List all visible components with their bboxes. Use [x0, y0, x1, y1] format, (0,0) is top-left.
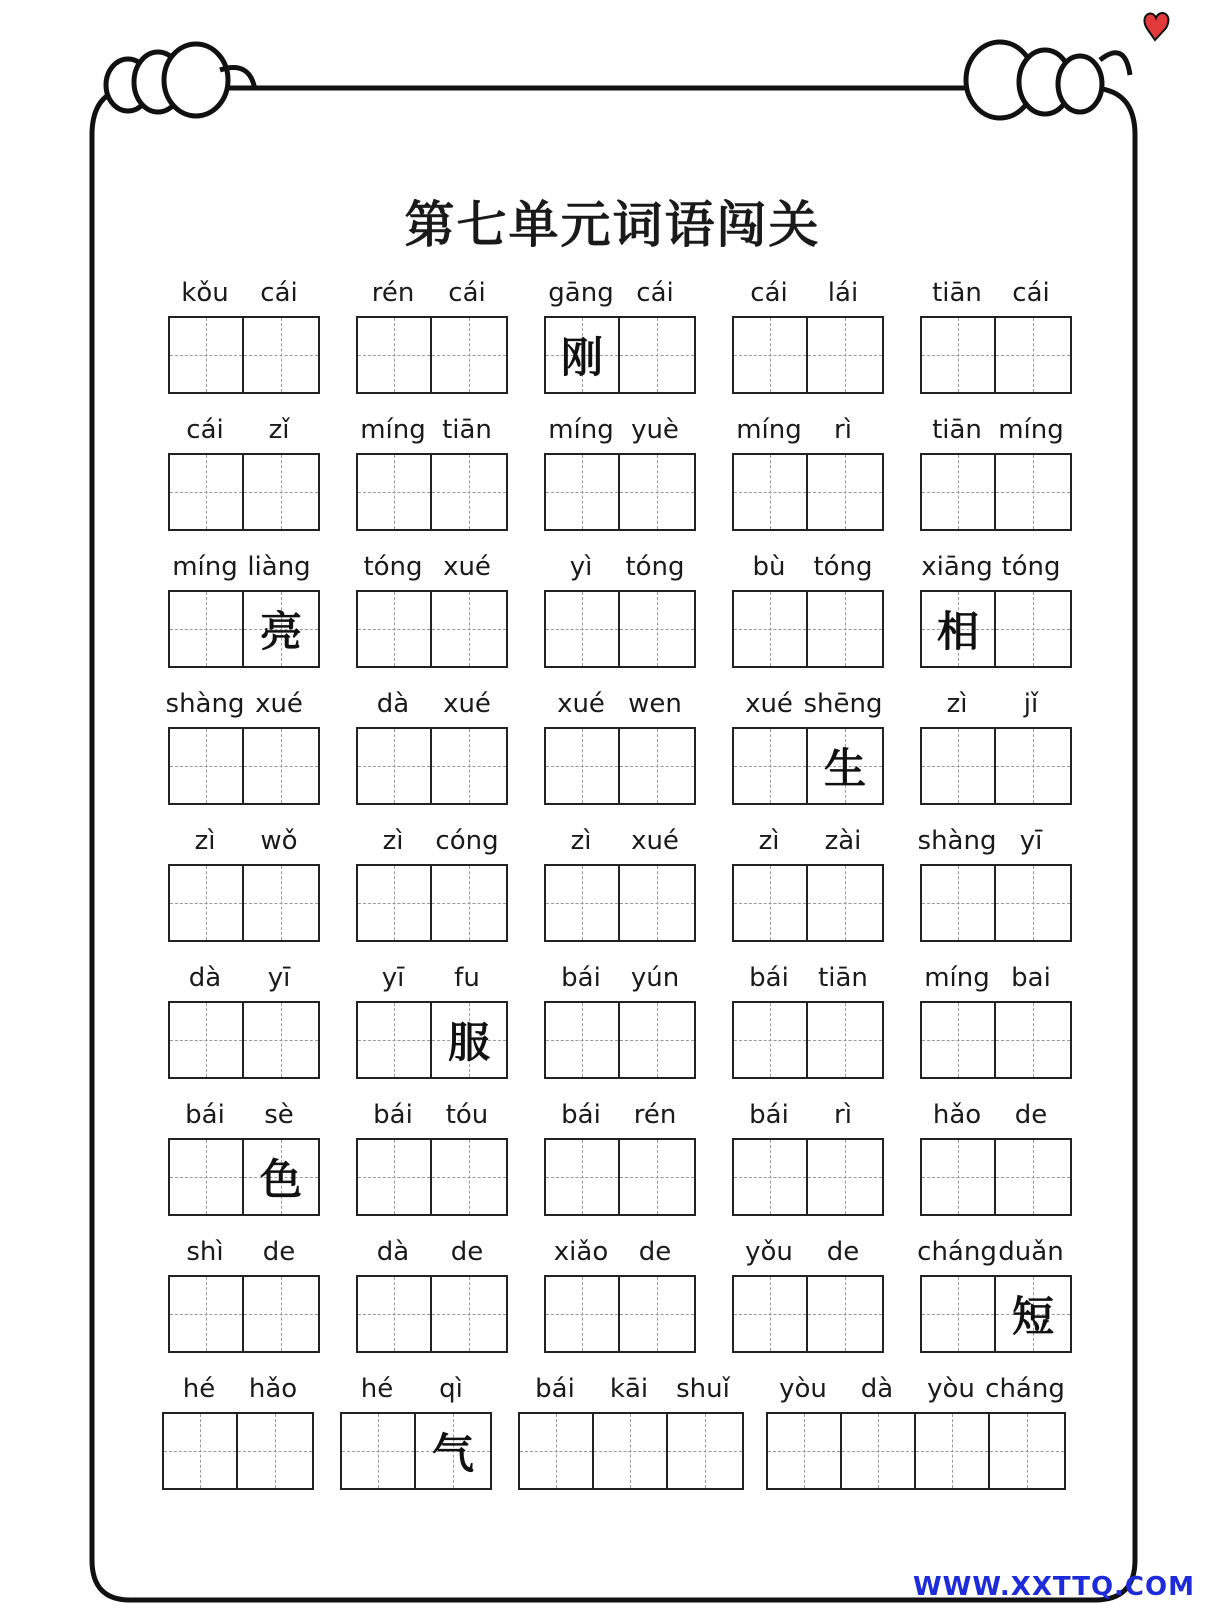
tianzige-grid [168, 1001, 320, 1079]
pinyin-label: shēng [803, 689, 883, 719]
word-cell [356, 963, 504, 1083]
pinyin-label: cái [260, 278, 298, 308]
pinyin-label: míng [736, 415, 802, 445]
pinyin-label: wen [628, 689, 682, 719]
writing-box[interactable] [416, 1414, 490, 1488]
pinyin-label: yuè [631, 415, 679, 445]
pinyin-label: sè [264, 1100, 294, 1130]
pinyin-label: míng [360, 415, 426, 445]
pinyin-label: bái [749, 1100, 789, 1130]
writing-box[interactable] [620, 592, 694, 666]
pinyin-label: yǒu [745, 1237, 793, 1267]
word-cell [340, 1374, 488, 1494]
tianzige-grid [168, 453, 320, 531]
word-cell [168, 1237, 316, 1357]
writing-box[interactable] [996, 1003, 1070, 1077]
writing-box[interactable] [922, 729, 996, 803]
pinyin-label: hǎo [932, 1100, 982, 1130]
word-cell [168, 963, 316, 1083]
writing-box[interactable] [620, 318, 694, 392]
word-cell [168, 278, 316, 398]
pinyin-label: rì [834, 1100, 852, 1130]
tianzige-grid [162, 1412, 314, 1490]
writing-box[interactable] [734, 1140, 808, 1214]
writing-box[interactable] [996, 455, 1070, 529]
writing-box[interactable] [546, 866, 620, 940]
writing-box[interactable] [244, 729, 318, 803]
writing-box[interactable] [358, 1140, 432, 1214]
word-cell [917, 826, 1068, 946]
pinyin-label: bái [749, 963, 789, 993]
writing-box[interactable] [620, 866, 694, 940]
pinyin-label: bái [535, 1374, 575, 1404]
pinyin-label: zì [194, 826, 216, 856]
writing-box[interactable] [620, 1140, 694, 1214]
writing-box[interactable] [358, 592, 432, 666]
tianzige-grid [544, 1001, 696, 1079]
writing-box[interactable] [358, 318, 432, 392]
pinyin-label: cháng [917, 1237, 997, 1267]
pinyin-label: cóng [435, 826, 499, 856]
pinyin-label: tiān [932, 278, 982, 308]
pinyin-label: zì [570, 826, 592, 856]
writing-box[interactable] [358, 1277, 432, 1351]
word-cell [732, 826, 880, 946]
writing-box[interactable] [808, 1003, 882, 1077]
word-cell [356, 689, 504, 809]
pinyin-label: fu [454, 963, 480, 993]
word-cell [544, 826, 692, 946]
pinyin-label: kāi [609, 1374, 649, 1404]
writing-box[interactable] [734, 1277, 808, 1351]
pinyin-label: de [826, 1237, 860, 1267]
writing-box[interactable] [358, 729, 432, 803]
hint-character: 亮 [259, 607, 302, 656]
tianzige-grid [168, 727, 320, 805]
tianzige-grid [356, 316, 508, 394]
hint-character: 刚 [560, 333, 603, 382]
writing-box[interactable] [808, 455, 882, 529]
pinyin-label: xué [443, 552, 491, 582]
pinyin-label: zǐ [268, 415, 290, 445]
pinyin-label: tóu [445, 1100, 489, 1130]
writing-box[interactable] [170, 592, 244, 666]
pinyin-label: míng [548, 415, 614, 445]
pinyin-label: bái [561, 963, 601, 993]
tianzige-grid [920, 590, 1072, 668]
hint-character: 气 [431, 1429, 474, 1478]
writing-box[interactable] [546, 1003, 620, 1077]
word-cell [544, 963, 692, 1083]
pinyin-label: cái [448, 278, 486, 308]
pinyin-label: de [262, 1237, 296, 1267]
tianzige-grid [732, 1001, 884, 1079]
pinyin-label: rì [834, 415, 852, 445]
pinyin-label: xiāng [921, 552, 993, 582]
tianzige-grid [544, 590, 696, 668]
site-watermark: WWW.XXTTQ.COM [913, 1572, 1195, 1602]
pinyin-label: rén [371, 278, 415, 308]
word-cell [162, 1374, 310, 1494]
writing-box[interactable] [734, 729, 808, 803]
left-curl-decoration [106, 44, 255, 116]
writing-box[interactable] [808, 866, 882, 940]
tianzige-grid [732, 864, 884, 942]
tianzige-grid [356, 864, 508, 942]
writing-box[interactable] [734, 455, 808, 529]
writing-box[interactable] [170, 318, 244, 392]
writing-box[interactable] [842, 1414, 916, 1488]
writing-box[interactable] [170, 1277, 244, 1351]
word-cell [732, 689, 883, 809]
pinyin-label: yī [381, 963, 405, 993]
pinyin-label: zì [382, 826, 404, 856]
writing-box[interactable] [668, 1414, 742, 1488]
word-cell [356, 1237, 504, 1357]
writing-box[interactable] [238, 1414, 312, 1488]
writing-box[interactable] [620, 1003, 694, 1077]
hint-character: 相 [936, 607, 979, 656]
tianzige-grid [168, 316, 320, 394]
writing-box[interactable] [808, 592, 882, 666]
pinyin-label: yì [569, 552, 593, 582]
page-title: 第七单元词语闯关 [404, 195, 821, 254]
writing-box[interactable] [546, 592, 620, 666]
pinyin-label: xué [557, 689, 605, 719]
writing-box[interactable] [996, 592, 1070, 666]
tianzige-grid [356, 1275, 508, 1353]
writing-box[interactable] [808, 1140, 882, 1214]
writing-box[interactable] [358, 1003, 432, 1077]
tianzige-grid [356, 590, 508, 668]
pinyin-label: tiān [932, 415, 982, 445]
pinyin-label: zì [946, 689, 968, 719]
writing-box[interactable] [734, 866, 808, 940]
pinyin-label: shuǐ [676, 1374, 730, 1404]
word-cell [544, 1100, 692, 1220]
pinyin-label: dà [376, 1237, 410, 1267]
tianzige-grid [544, 727, 696, 805]
tianzige-grid [356, 453, 508, 531]
word-cell [732, 963, 880, 1083]
writing-box[interactable] [432, 1277, 506, 1351]
pinyin-label: cái [636, 278, 674, 308]
word-cell [544, 415, 692, 535]
tianzige-grid [518, 1412, 744, 1490]
tianzige-grid [920, 453, 1072, 531]
pinyin-label: bai [1011, 963, 1051, 993]
pinyin-label: de [1014, 1100, 1048, 1130]
pinyin-label: hé [182, 1374, 216, 1404]
word-cell [920, 278, 1068, 398]
pinyin-label: rén [633, 1100, 677, 1130]
writing-box[interactable] [342, 1414, 416, 1488]
pinyin-label: xué [631, 826, 679, 856]
writing-box[interactable] [922, 1277, 996, 1351]
writing-box[interactable] [916, 1414, 990, 1488]
pinyin-label: xué [443, 689, 491, 719]
word-cell [168, 826, 316, 946]
word-cell [732, 552, 880, 672]
writing-box[interactable] [244, 1277, 318, 1351]
word-cell [356, 415, 504, 535]
pinyin-label: tiān [442, 415, 492, 445]
tianzige-grid [168, 864, 320, 942]
pinyin-label: tóng [813, 552, 873, 582]
writing-box[interactable] [546, 455, 620, 529]
pinyin-label: de [638, 1237, 672, 1267]
writing-box[interactable] [244, 866, 318, 940]
writing-box[interactable] [922, 866, 996, 940]
pinyin-label: zài [824, 826, 862, 856]
writing-box[interactable] [996, 866, 1070, 940]
word-cell [168, 415, 316, 535]
pinyin-label: bái [561, 1100, 601, 1130]
hint-character: 生 [823, 744, 866, 793]
pinyin-label: jǐ [1023, 689, 1039, 719]
writing-box[interactable] [734, 318, 808, 392]
pinyin-label: de [450, 1237, 484, 1267]
word-cell [920, 1100, 1068, 1220]
pinyin-label: cái [186, 415, 224, 445]
pinyin-label: bái [185, 1100, 225, 1130]
heart-icon [1144, 13, 1168, 40]
tianzige-grid [732, 316, 884, 394]
pinyin-label: shàng [917, 826, 997, 856]
word-cell [732, 1237, 880, 1357]
pinyin-label: yòu [927, 1374, 975, 1404]
pinyin-label: dà [376, 689, 410, 719]
writing-box[interactable] [620, 455, 694, 529]
tianzige-grid [544, 1275, 696, 1353]
pinyin-label: xué [255, 689, 303, 719]
pinyin-label: bái [373, 1100, 413, 1130]
writing-box[interactable] [620, 729, 694, 803]
pinyin-label: tóng [363, 552, 423, 582]
hint-character: 色 [259, 1155, 302, 1204]
tianzige-grid [920, 864, 1072, 942]
word-cell [165, 689, 316, 809]
tianzige-grid [168, 1275, 320, 1353]
writing-box[interactable] [170, 729, 244, 803]
word-cell [732, 415, 880, 535]
writing-box[interactable] [358, 455, 432, 529]
writing-box[interactable] [170, 1003, 244, 1077]
word-cell [168, 552, 316, 672]
pinyin-label: lái [827, 278, 859, 308]
writing-box[interactable] [432, 1140, 506, 1214]
writing-box[interactable] [244, 1003, 318, 1077]
writing-box[interactable] [170, 455, 244, 529]
pinyin-label: wǒ [260, 826, 298, 856]
pinyin-label: qì [439, 1374, 463, 1404]
pinyin-label: duǎn [998, 1237, 1064, 1267]
writing-box[interactable] [244, 318, 318, 392]
pinyin-label: míng [924, 963, 990, 993]
writing-box[interactable] [922, 592, 996, 666]
writing-box[interactable] [996, 1277, 1070, 1351]
pinyin-label: dà [860, 1374, 894, 1404]
writing-box[interactable] [996, 1140, 1070, 1214]
pinyin-label: hé [360, 1374, 394, 1404]
pinyin-label: dà [188, 963, 222, 993]
writing-box[interactable] [432, 866, 506, 940]
tianzige-grid [732, 1138, 884, 1216]
writing-box[interactable] [244, 455, 318, 529]
right-curl-decoration [966, 42, 1130, 118]
pinyin-label: gāng [548, 278, 614, 308]
writing-box[interactable] [922, 318, 996, 392]
tianzige-grid [544, 864, 696, 942]
word-cell [920, 552, 1068, 672]
writing-box[interactable] [922, 455, 996, 529]
tianzige-grid [732, 1275, 884, 1353]
word-cell [917, 1237, 1068, 1357]
writing-box[interactable] [546, 729, 620, 803]
writing-box[interactable] [546, 318, 620, 392]
word-cell [920, 689, 1068, 809]
word-cell [356, 278, 504, 398]
writing-box[interactable] [170, 866, 244, 940]
writing-box[interactable] [620, 1277, 694, 1351]
writing-box[interactable] [990, 1414, 1064, 1488]
tianzige-grid [920, 1275, 1072, 1353]
word-cell [168, 1100, 316, 1220]
writing-box[interactable] [520, 1414, 594, 1488]
writing-box[interactable] [546, 1277, 620, 1351]
writing-box[interactable] [432, 318, 506, 392]
pinyin-label: míng [998, 415, 1064, 445]
pinyin-label: tiān [818, 963, 868, 993]
word-cell [518, 1374, 740, 1494]
word-cell [544, 1237, 692, 1357]
word-cell [766, 1374, 1065, 1494]
hint-character: 短 [1011, 1292, 1054, 1341]
pinyin-label: shàng [165, 689, 245, 719]
tianzige-grid [920, 727, 1072, 805]
writing-box[interactable] [244, 592, 318, 666]
pinyin-label: kǒu [181, 278, 229, 308]
tianzige-grid [732, 727, 884, 805]
pinyin-label: liàng [247, 552, 311, 582]
word-cell [356, 552, 504, 672]
writing-box[interactable] [594, 1414, 668, 1488]
pinyin-label: hǎo [248, 1374, 298, 1404]
word-cell [544, 552, 692, 672]
tianzige-grid [356, 727, 508, 805]
writing-box[interactable] [170, 1140, 244, 1214]
writing-box[interactable] [768, 1414, 842, 1488]
writing-box[interactable] [546, 1140, 620, 1214]
writing-box[interactable] [734, 592, 808, 666]
writing-box[interactable] [808, 729, 882, 803]
tianzige-grid [168, 590, 320, 668]
tianzige-grid [732, 590, 884, 668]
pinyin-label: yī [1019, 826, 1043, 856]
pinyin-label: yún [630, 963, 680, 993]
writing-box[interactable] [996, 729, 1070, 803]
pinyin-label: tóng [1001, 552, 1061, 582]
writing-box[interactable] [164, 1414, 238, 1488]
word-cell [920, 963, 1068, 1083]
tianzige-grid [356, 1001, 508, 1079]
word-cell [920, 415, 1068, 535]
pinyin-label: cháng [985, 1374, 1065, 1404]
tianzige-grid [544, 1138, 696, 1216]
tianzige-grid [732, 453, 884, 531]
writing-box[interactable] [358, 866, 432, 940]
word-cell [544, 689, 692, 809]
pinyin-label: zì [758, 826, 780, 856]
pinyin-label: tóng [625, 552, 685, 582]
writing-box[interactable] [432, 729, 506, 803]
word-cell [732, 278, 880, 398]
pinyin-label: yī [267, 963, 291, 993]
tianzige-grid [340, 1412, 492, 1490]
tianzige-grid [920, 1001, 1072, 1079]
writing-box[interactable] [244, 1140, 318, 1214]
writing-box[interactable] [996, 318, 1070, 392]
pinyin-label: bù [752, 552, 786, 582]
pinyin-label: shì [186, 1237, 224, 1267]
writing-box[interactable] [432, 455, 506, 529]
pinyin-label: cái [1012, 278, 1050, 308]
writing-box[interactable] [808, 318, 882, 392]
tianzige-grid [766, 1412, 1066, 1490]
writing-box[interactable] [808, 1277, 882, 1351]
word-cell [732, 1100, 880, 1220]
pinyin-label: míng [172, 552, 238, 582]
writing-box[interactable] [432, 1003, 506, 1077]
writing-box[interactable] [922, 1140, 996, 1214]
tianzige-grid [544, 453, 696, 531]
tianzige-grid [356, 1138, 508, 1216]
pinyin-label: xué [745, 689, 793, 719]
writing-box[interactable] [922, 1003, 996, 1077]
tianzige-grid [544, 316, 696, 394]
hint-character: 服 [447, 1018, 490, 1067]
tianzige-grid [920, 1138, 1072, 1216]
tianzige-grid [168, 1138, 320, 1216]
writing-box[interactable] [432, 592, 506, 666]
pinyin-label: yòu [779, 1374, 827, 1404]
word-cell [356, 826, 504, 946]
pinyin-label: xiǎo [553, 1237, 609, 1267]
word-cell [356, 1100, 504, 1220]
pinyin-label: cái [750, 278, 788, 308]
writing-box[interactable] [734, 1003, 808, 1077]
word-cell [544, 278, 692, 398]
tianzige-grid [920, 316, 1072, 394]
